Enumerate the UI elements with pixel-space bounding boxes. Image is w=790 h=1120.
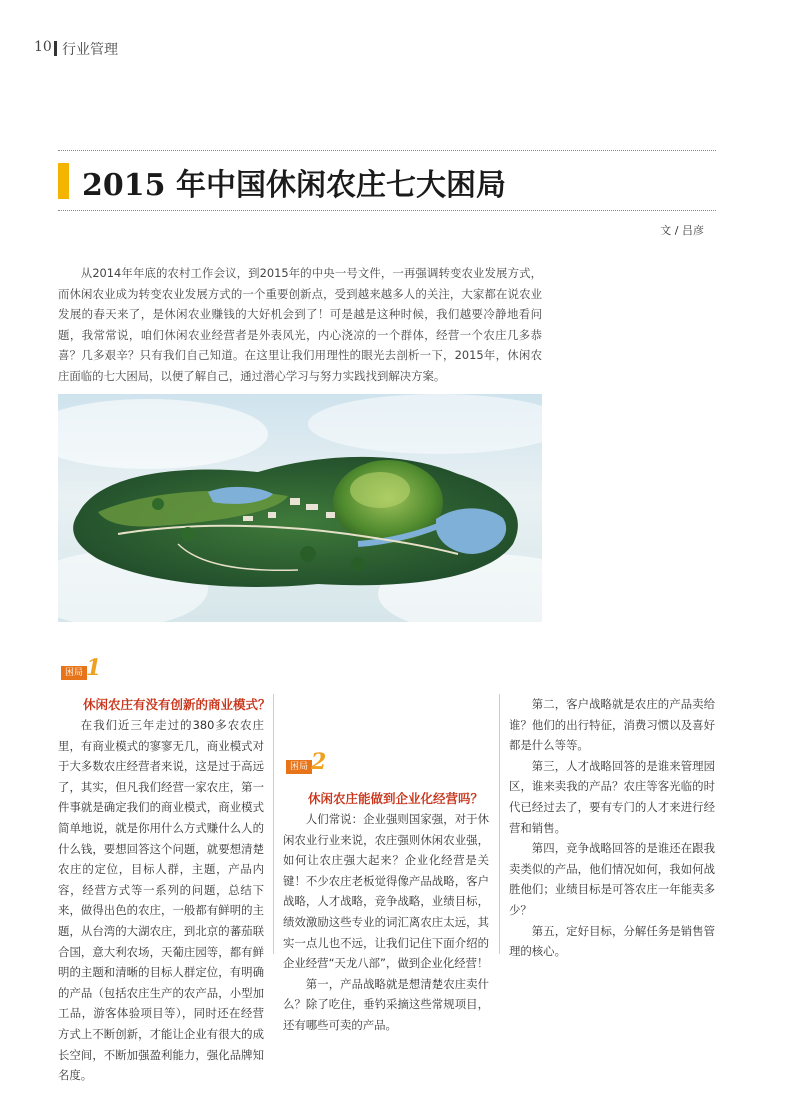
section-2-tag-label: 困局 — [286, 760, 312, 774]
column-3 — [509, 694, 715, 1064]
title-accent-bar — [58, 163, 69, 199]
section-1-heading: 休闲农庄有没有创新的商业模式？ — [83, 697, 271, 712]
section-2-heading: 休闲农庄能做到企业化经营吗？ — [308, 791, 484, 806]
section-2-tag — [283, 749, 337, 784]
byline: 文 / 吕彦 — [660, 224, 704, 237]
column-divider-2 — [499, 694, 500, 954]
section-2-paragraph-2: 第一，产品战略就是想清楚农庄卖什么？除了吃住，垂钓采摘这些常规项目，还有哪些可卖的产品。 — [283, 976, 489, 1032]
section-2-tag-number: 2 — [311, 749, 327, 775]
section-2-paragraph-5: 第四，竞争战略回答的是谁还在跟我卖类似的产品，他们情况如何，我如何战胜他们；业绩目标是可答农庄一年能卖多少？ — [509, 841, 715, 917]
section-name: 行业管理 — [62, 42, 118, 58]
section-1-paragraph: 在我们近三年走过的380多农农庄里，有商业模式的寥寥无几，商业模式对于大多数农庄经营者来说，这是过于高远了，其实，但凡我们经营一家农庄，第一件事就是确定我们的商业模式，商业模式简单地说，就是你用什么方式赚什么人的什么钱，要想回答这个问题，就要想清楚农庄的定位，目标人群，主题，产品内容，经营方式等一系列的问题，总结下来，做得出色的农庄，一般都有鲜明的主题，从台湾的大湖农庄，到北京的蕃茄联合国，意大利农场，天葡庄园等，都有鲜明的主题和清晰的目标人群定位，有明确的产品（包括农庄生产的农产品，小型加工品，游客体验项目等），同时还在经营方式上不断创新，才能让企业有很大的成长空间，不断加强盈利能力，强化品牌知名度。 — [58, 718, 264, 1083]
section-1-tag — [58, 655, 112, 690]
section-2-paragraph-1: 人们常说：企业强则国家强，对于休闲农业行业来说，农庄强则休闲农业强，如何让农庄强大起来？企业化经营是关键！不少农庄老板觉得像产品战略，客户战略，人才战略，竞争战略，业绩目标，绩效激励这些专业的词汇离农庄太远，其实一点儿也不远，让我们记住下面介绍的企业经营“天龙八部”，做到企业化经营！ — [283, 812, 489, 971]
column-2 — [283, 694, 489, 1064]
aerial-farm-illustration — [58, 394, 542, 622]
title-top-rule — [58, 150, 716, 151]
page-number: 10 — [34, 39, 52, 55]
section-2-paragraph-6: 第五，定好目标，分解任务是销售管理的核心。 — [509, 923, 715, 959]
section-1-tag-label: 困局 — [61, 666, 87, 680]
article-title: 2015 年中国休闲农庄七大困局 — [82, 168, 506, 203]
title-bottom-rule — [58, 210, 716, 211]
section-1-tag-number: 1 — [86, 655, 102, 681]
article-intro: 从2014年年底的农村工作会议，到2015年的中央一号文件，一再强调转变农业发展方式，而休闲农业成为转变农业发展方式的一个重要创新点，受到越来越多人的关注，大家都在说农业发展的春天来了，是休闲农业赚钱的大好机会到了！可是越是这种时候，我们越要冷静地看问题，我常常说，咱们休闲农业经营者是外表风光，内心浇凉的一个群体，经营一个农庄几多恭喜？几多艰辛？只有我们自己知道。在这里让我们用理性的眼光去剖析一下，2015年，休闲农庄面临的七大困局，以便了解自己，通过潜心学习与努力实践找到解决方案。 — [58, 266, 542, 383]
column-1 — [58, 655, 271, 1120]
header-divider — [54, 41, 57, 56]
section-2-paragraph-3: 第二，客户战略就是农庄的产品卖给谁？他们的出行特征，消费习惯以及喜好都是什么等等。 — [509, 697, 715, 753]
column-divider-1 — [273, 694, 274, 954]
section-2-paragraph-4: 第三，人才战略回答的是谁来管理园区，谁来卖我的产品？农庄等客光临的时代已经过去了，要有专门的人才来进行经营和销售。 — [509, 758, 715, 835]
